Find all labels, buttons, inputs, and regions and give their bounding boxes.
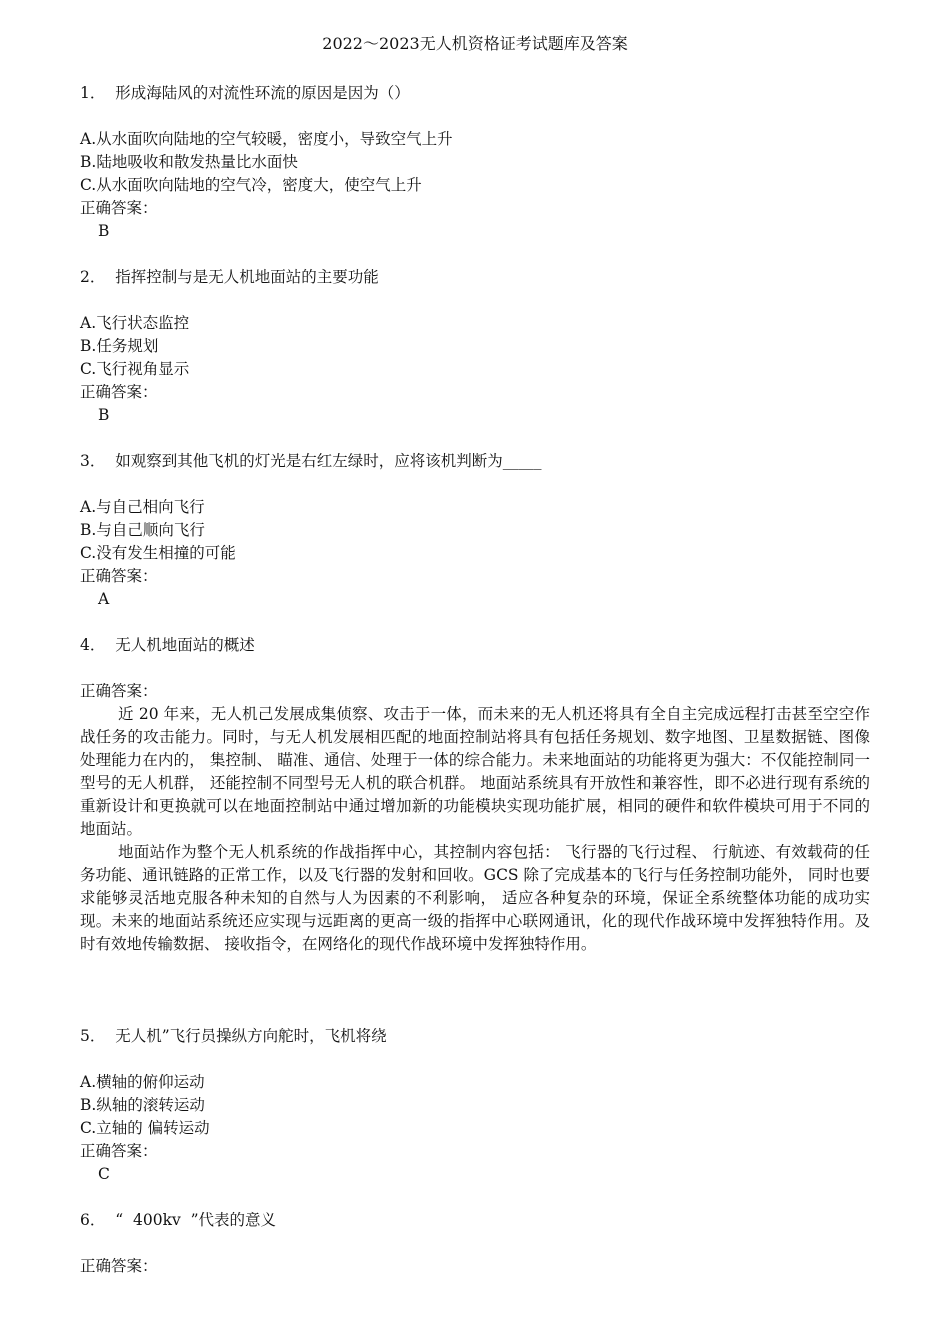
question-5 — [80, 1025, 870, 1186]
answer-label: 正确答案： — [80, 567, 158, 585]
option-c: C.从水面吹向陆地的空气冷，密度大，使空气上升 — [80, 176, 422, 194]
answer-value: C — [98, 1165, 110, 1183]
question-6 — [80, 1209, 870, 1278]
question-3 — [80, 450, 870, 611]
answer-label: 正确答案： — [80, 682, 158, 700]
answer-paragraph-2: 地面站作为整个无人机系统的作战指挥中心，其控制内容包括： 飞行器的飞行过程、 行航迹、有效载荷的任务功能、通讯链路的正常工作，以及飞行器的发射和回收。GCS 除了完成基本的飞行与任务控制功能外， 同时也要求能够灵活地克服各种未知的自然与人为因素的不利影响， 适应各种复杂的环境，保证全系统整体功能的成功实现。未来的地面站系统还应实现与远距离的更高一级的指挥中心联网通讯，化的现代作战环境中发挥独特作用。及时有效地传输数据、 接收指令，在网络化的现代作战环境中发挥独特作用。 — [80, 843, 870, 953]
question-heading: 5． 无人机”飞行员操纵方向舵时，飞机将绕 — [80, 1027, 387, 1045]
option-b: B.与自己顺向飞行 — [80, 521, 205, 539]
question-4 — [80, 634, 870, 956]
answer-value: B — [98, 406, 110, 424]
option-b: B.陆地吸收和散发热量比水面快 — [80, 153, 298, 171]
question-heading: 3． 如观察到其他飞机的灯光是右红左绿时，应将该机判断为_____ — [80, 452, 542, 470]
option-a: A.横轴的俯仰运动 — [80, 1073, 205, 1091]
option-a: A.从水面吹向陆地的空气较暖，密度小，导致空气上升 — [80, 130, 453, 148]
question-heading: 2． 指挥控制与是无人机地面站的主要功能 — [80, 268, 379, 286]
option-b: B.任务规划 — [80, 337, 159, 355]
answer-label: 正确答案： — [80, 1257, 158, 1275]
option-a: A.飞行状态监控 — [80, 314, 190, 332]
question-heading: 1． 形成海陆风的对流性环流的原因是因为（） — [80, 84, 410, 102]
answer-value: A — [98, 590, 110, 608]
question-2 — [80, 266, 870, 427]
answer-paragraph-1: 近 20 年来，无人机己发展成集侦察、攻击于一体，而未来的无人机还将具有全自主完成远程打击甚至空空作战任务的攻击能力。同时，与无人机发展相匹配的地面控制站将具有包括任务规划、数字地图、卫星数据链、图像处理能力在内的， 集控制、 瞄准、通信、处理于一体的综合能力。未来地面站的功能将更为强大：不仅能控制同一型号的无人机群， 还能控制不同型号无人机的联合机群。 地面站系统具有开放性和兼容性，即不必进行现有系统的重新设计和更换就可以在地面控制站中通过增加新的功能模块实现功能扩展，相同的硬件和软件模块可用于不同的地面站。 — [80, 705, 870, 838]
question-heading: 6． “ 400kv ”代表的意义 — [80, 1211, 277, 1229]
answer-label: 正确答案： — [80, 199, 158, 217]
option-c: C.立轴的 偏转运动 — [80, 1119, 210, 1137]
page-title: 2022～2023无人机资格证考试题库及答案 — [322, 34, 628, 53]
option-c: C.没有发生相撞的可能 — [80, 544, 236, 562]
option-a: A.与自己相向飞行 — [80, 498, 205, 516]
answer-label: 正确答案： — [80, 383, 158, 401]
question-1 — [80, 82, 870, 243]
answer-label: 正确答案： — [80, 1142, 158, 1160]
question-list — [80, 82, 870, 1278]
answer-value: B — [98, 222, 110, 240]
option-c: C.飞行视角显示 — [80, 360, 190, 378]
option-b: B.纵轴的滚转运动 — [80, 1096, 205, 1114]
question-heading: 4． 无人机地面站的概述 — [80, 636, 255, 654]
